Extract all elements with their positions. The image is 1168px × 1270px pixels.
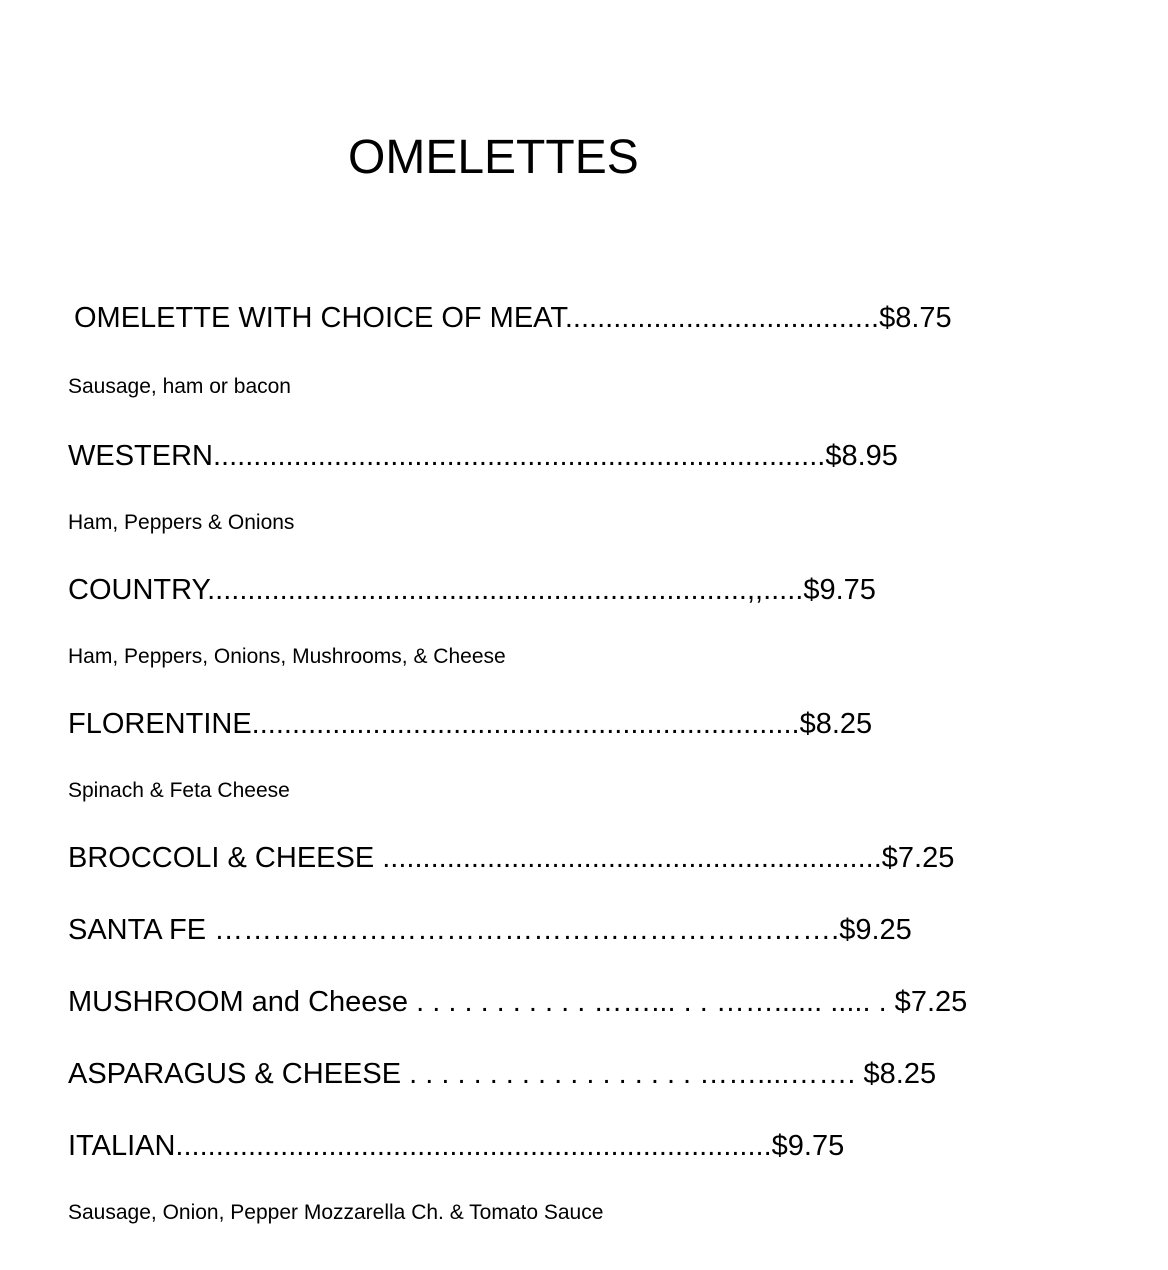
menu-item-asparagus-cheese: ASPARAGUS & CHEESE . . . . . . . . . . . . . . . . . . ……....……. $8.25 (68, 1058, 937, 1090)
menu-item-florentine: FLORENTINE....................................................................$8.25 (68, 708, 873, 740)
menu-item-description: Sausage, Onion, Pepper Mozzarella Ch. & Tomato Sauce (68, 1201, 604, 1224)
menu-item-description: Spinach & Feta Cheese (68, 779, 290, 802)
menu-title: OMELETTES (348, 131, 639, 184)
menu-item-description: Ham, Peppers, Onions, Mushrooms, & Cheese (68, 645, 506, 668)
menu-item-omelette-with-meat: OMELETTE WITH CHOICE OF MEAT.......................................$8.75 (74, 302, 952, 334)
menu-item-country: COUNTRY...................................................................,,.....$9.75 (68, 574, 876, 606)
menu-item-western: WESTERN............................................................................$8.95 (68, 440, 898, 472)
menu-item-description: Ham, Peppers & Onions (68, 511, 295, 534)
menu-item-description: Sausage, ham or bacon (68, 375, 291, 398)
menu-item-mushroom-cheese: MUSHROOM and Cheese . . . . . . . . . . . ……... . . ……...... ..... . $7.25 (68, 986, 968, 1018)
menu-item-santa-fe: SANTA FE ………………………………………………….…….$9.25 (68, 914, 912, 946)
menu-item-italian: ITALIAN..........................................................................$9.75 (68, 1130, 845, 1162)
menu-item-broccoli-cheese: BROCCOLI & CHEESE ..............................................................$7.25 (68, 842, 955, 874)
